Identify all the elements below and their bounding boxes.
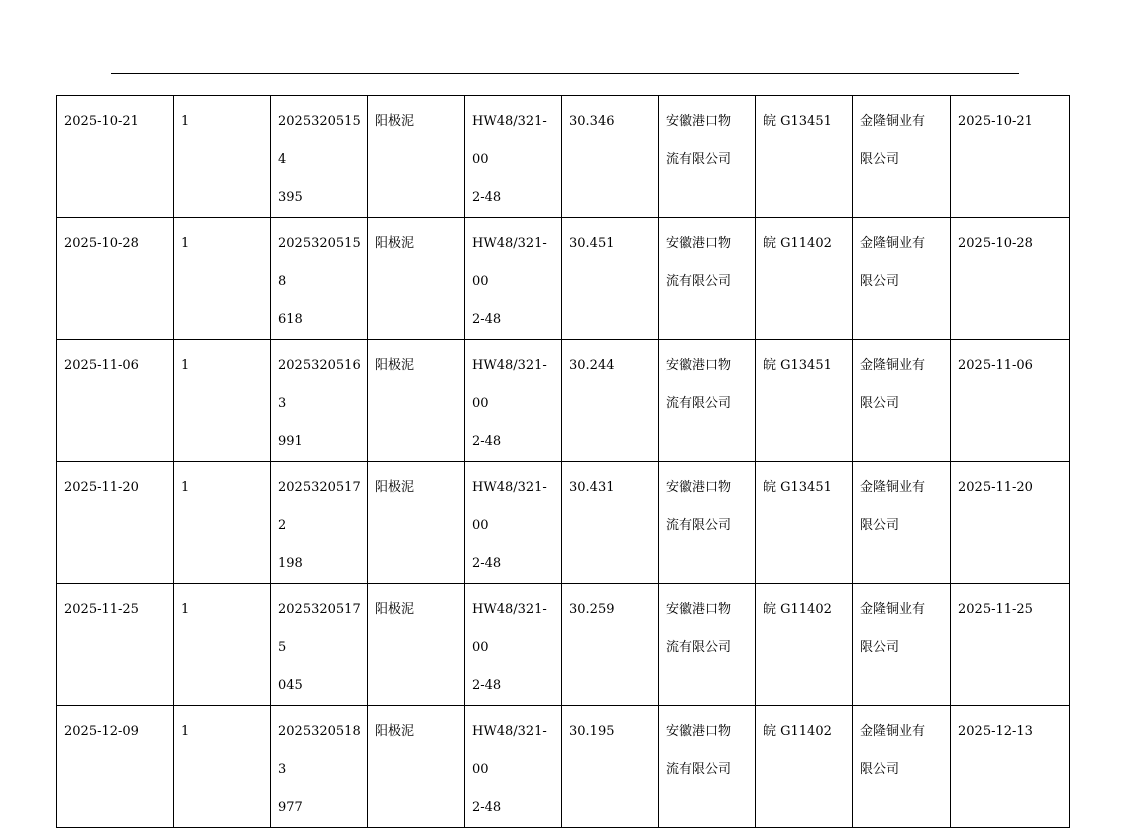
waste-code-cell-text (472, 103, 555, 217)
waste-name-cell (368, 462, 465, 584)
count-cell (174, 96, 271, 218)
manifest-number-cell-text (278, 591, 361, 705)
receiver-cell-text (860, 225, 944, 301)
carrier-cell-line: 流有限公司 (666, 396, 732, 411)
weight-cell-text: 30.431 (569, 480, 615, 495)
waste-name-cell (368, 340, 465, 462)
weight-cell (562, 218, 659, 340)
receiver-cell (853, 462, 951, 584)
count-cell-text: 1 (181, 358, 190, 373)
date-cell (57, 584, 174, 706)
manifest-number-cell-text (278, 469, 361, 583)
count-cell-text: 1 (181, 480, 190, 495)
date-cell-text: 2025-11-20 (64, 480, 139, 495)
waste-code-cell-line: 2-48 (472, 190, 502, 205)
license-plate-cell (756, 96, 853, 218)
receiver-cell (853, 218, 951, 340)
count-cell (174, 218, 271, 340)
table-row (57, 218, 1070, 340)
carrier-cell-line: 安徽港口物 (666, 236, 732, 251)
carrier-cell-text (666, 103, 749, 179)
waste-code-cell-line: 2-48 (472, 312, 502, 327)
manifest-number-cell-line: 20253205175 (278, 602, 361, 655)
waste-name-cell-text: 阳极泥 (375, 358, 415, 373)
transfer-records-table (56, 95, 1070, 828)
header-rule (111, 73, 1019, 74)
carrier-cell (659, 218, 756, 340)
weight-cell-text: 30.195 (569, 724, 615, 739)
receiver-cell-line: 金隆铜业有 (860, 236, 926, 251)
date-cell-text: 2025-11-25 (64, 602, 139, 617)
waste-code-cell-line: HW48/321-00 (472, 236, 547, 289)
receive-date-cell-text: 2025-11-25 (958, 602, 1033, 617)
carrier-cell-line: 安徽港口物 (666, 114, 732, 129)
receiver-cell-line: 金隆铜业有 (860, 358, 926, 373)
table-row (57, 462, 1070, 584)
license-plate-cell-text: 皖 G13451 (763, 114, 832, 129)
manifest-number-cell (271, 462, 368, 584)
carrier-cell-text (666, 469, 749, 545)
carrier-cell-line: 安徽港口物 (666, 724, 732, 739)
carrier-cell-line: 安徽港口物 (666, 602, 732, 617)
manifest-number-cell-line: 20253205158 (278, 236, 361, 289)
license-plate-cell-text: 皖 G13451 (763, 358, 832, 373)
waste-code-cell-text (472, 469, 555, 583)
waste-code-cell-line: 2-48 (472, 556, 502, 571)
license-plate-cell-text: 皖 G13451 (763, 480, 832, 495)
weight-cell-text: 30.259 (569, 602, 615, 617)
carrier-cell-line: 流有限公司 (666, 152, 732, 167)
waste-code-cell (465, 218, 562, 340)
receiver-cell-line: 限公司 (860, 640, 900, 655)
receiver-cell-line: 金隆铜业有 (860, 724, 926, 739)
table-row (57, 584, 1070, 706)
count-cell (174, 462, 271, 584)
receiver-cell-line: 金隆铜业有 (860, 602, 926, 617)
date-cell-text: 2025-10-21 (64, 114, 139, 129)
receiver-cell-line: 金隆铜业有 (860, 480, 926, 495)
count-cell (174, 340, 271, 462)
waste-code-cell (465, 584, 562, 706)
manifest-number-cell (271, 218, 368, 340)
carrier-cell-text (666, 591, 749, 667)
date-cell-text: 2025-10-28 (64, 236, 139, 251)
manifest-number-cell-line: 20253205172 (278, 480, 361, 533)
license-plate-cell (756, 584, 853, 706)
manifest-number-cell-line: 20253205154 (278, 114, 361, 167)
receiver-cell (853, 584, 951, 706)
carrier-cell (659, 340, 756, 462)
manifest-number-cell-line: 977 (278, 800, 303, 815)
receive-date-cell-text: 2025-12-13 (958, 724, 1033, 739)
waste-code-cell-text (472, 713, 555, 827)
manifest-number-cell-text (278, 225, 361, 339)
carrier-cell (659, 706, 756, 828)
waste-code-cell-line: HW48/321-00 (472, 358, 547, 411)
carrier-cell-line: 流有限公司 (666, 640, 732, 655)
manifest-number-cell (271, 584, 368, 706)
waste-code-cell (465, 96, 562, 218)
carrier-cell-line: 安徽港口物 (666, 480, 732, 495)
manifest-number-cell-line: 991 (278, 434, 303, 449)
waste-code-cell-line: HW48/321-00 (472, 480, 547, 533)
waste-code-cell-text (472, 225, 555, 339)
receiver-cell-text (860, 347, 944, 423)
receiver-cell (853, 340, 951, 462)
license-plate-cell (756, 706, 853, 828)
waste-code-cell-line: HW48/321-00 (472, 114, 547, 167)
manifest-number-cell (271, 96, 368, 218)
count-cell-text: 1 (181, 114, 190, 129)
license-plate-cell-text: 皖 G11402 (763, 724, 832, 739)
manifest-number-cell (271, 340, 368, 462)
waste-name-cell-text: 阳极泥 (375, 480, 415, 495)
receiver-cell (853, 706, 951, 828)
license-plate-cell-text: 皖 G11402 (763, 602, 832, 617)
weight-cell (562, 340, 659, 462)
waste-code-cell (465, 462, 562, 584)
license-plate-cell (756, 340, 853, 462)
waste-name-cell-text: 阳极泥 (375, 602, 415, 617)
waste-name-cell (368, 96, 465, 218)
carrier-cell (659, 96, 756, 218)
waste-code-cell (465, 340, 562, 462)
receiver-cell-line: 限公司 (860, 518, 900, 533)
waste-name-cell (368, 584, 465, 706)
count-cell-text: 1 (181, 724, 190, 739)
waste-code-cell-line: 2-48 (472, 678, 502, 693)
receiver-cell-text (860, 713, 944, 789)
receiver-cell-line: 金隆铜业有 (860, 114, 926, 129)
receive-date-cell (951, 340, 1070, 462)
receive-date-cell (951, 218, 1070, 340)
weight-cell (562, 96, 659, 218)
receiver-cell-line: 限公司 (860, 396, 900, 411)
date-cell (57, 218, 174, 340)
date-cell (57, 462, 174, 584)
waste-code-cell-text (472, 347, 555, 461)
count-cell-text: 1 (181, 236, 190, 251)
receive-date-cell-text: 2025-10-28 (958, 236, 1033, 251)
receiver-cell (853, 96, 951, 218)
receiver-cell-line: 限公司 (860, 274, 900, 289)
waste-name-cell-text: 阳极泥 (375, 724, 415, 739)
date-cell-text: 2025-12-09 (64, 724, 139, 739)
waste-code-cell-line: 2-48 (472, 434, 502, 449)
manifest-number-cell-text (278, 103, 361, 217)
count-cell (174, 584, 271, 706)
waste-code-cell (465, 706, 562, 828)
date-cell (57, 706, 174, 828)
waste-name-cell (368, 706, 465, 828)
receiver-cell-text (860, 591, 944, 667)
weight-cell (562, 584, 659, 706)
waste-name-cell-text: 阳极泥 (375, 114, 415, 129)
weight-cell-text: 30.346 (569, 114, 615, 129)
carrier-cell-text (666, 347, 749, 423)
manifest-number-cell-text (278, 713, 361, 827)
weight-cell-text: 30.451 (569, 236, 615, 251)
license-plate-cell-text: 皖 G11402 (763, 236, 832, 251)
receive-date-cell (951, 96, 1070, 218)
table-row (57, 340, 1070, 462)
waste-name-cell (368, 218, 465, 340)
manifest-number-cell-line: 045 (278, 678, 303, 693)
manifest-number-cell-line: 198 (278, 556, 303, 571)
receiver-cell-line: 限公司 (860, 762, 900, 777)
receiver-cell-text (860, 469, 944, 545)
date-cell-text: 2025-11-06 (64, 358, 139, 373)
carrier-cell-line: 流有限公司 (666, 518, 732, 533)
waste-code-cell-line: HW48/321-00 (472, 724, 547, 777)
manifest-number-cell-text (278, 347, 361, 461)
license-plate-cell (756, 462, 853, 584)
carrier-cell (659, 584, 756, 706)
manifest-number-cell-line: 20253205163 (278, 358, 361, 411)
table-row (57, 706, 1070, 828)
carrier-cell-text (666, 713, 749, 789)
carrier-cell-line: 安徽港口物 (666, 358, 732, 373)
manifest-number-cell-line: 395 (278, 190, 303, 205)
waste-name-cell-text: 阳极泥 (375, 236, 415, 251)
count-cell-text: 1 (181, 602, 190, 617)
carrier-cell-text (666, 225, 749, 301)
weight-cell (562, 462, 659, 584)
carrier-cell (659, 462, 756, 584)
carrier-cell-line: 流有限公司 (666, 274, 732, 289)
weight-cell-text: 30.244 (569, 358, 615, 373)
receiver-cell-line: 限公司 (860, 152, 900, 167)
carrier-cell-line: 流有限公司 (666, 762, 732, 777)
waste-code-cell-line: HW48/321-00 (472, 602, 547, 655)
weight-cell (562, 706, 659, 828)
waste-code-cell-text (472, 591, 555, 705)
count-cell (174, 706, 271, 828)
receive-date-cell-text: 2025-11-06 (958, 358, 1033, 373)
manifest-number-cell-line: 618 (278, 312, 303, 327)
date-cell (57, 340, 174, 462)
manifest-number-cell-line: 20253205183 (278, 724, 361, 777)
waste-code-cell-line: 2-48 (472, 800, 502, 815)
receive-date-cell (951, 584, 1070, 706)
manifest-number-cell (271, 706, 368, 828)
receive-date-cell-text: 2025-11-20 (958, 480, 1033, 495)
receive-date-cell (951, 462, 1070, 584)
date-cell (57, 96, 174, 218)
license-plate-cell (756, 218, 853, 340)
table-row (57, 96, 1070, 218)
receiver-cell-text (860, 103, 944, 179)
receive-date-cell (951, 706, 1070, 828)
receive-date-cell-text: 2025-10-21 (958, 114, 1033, 129)
